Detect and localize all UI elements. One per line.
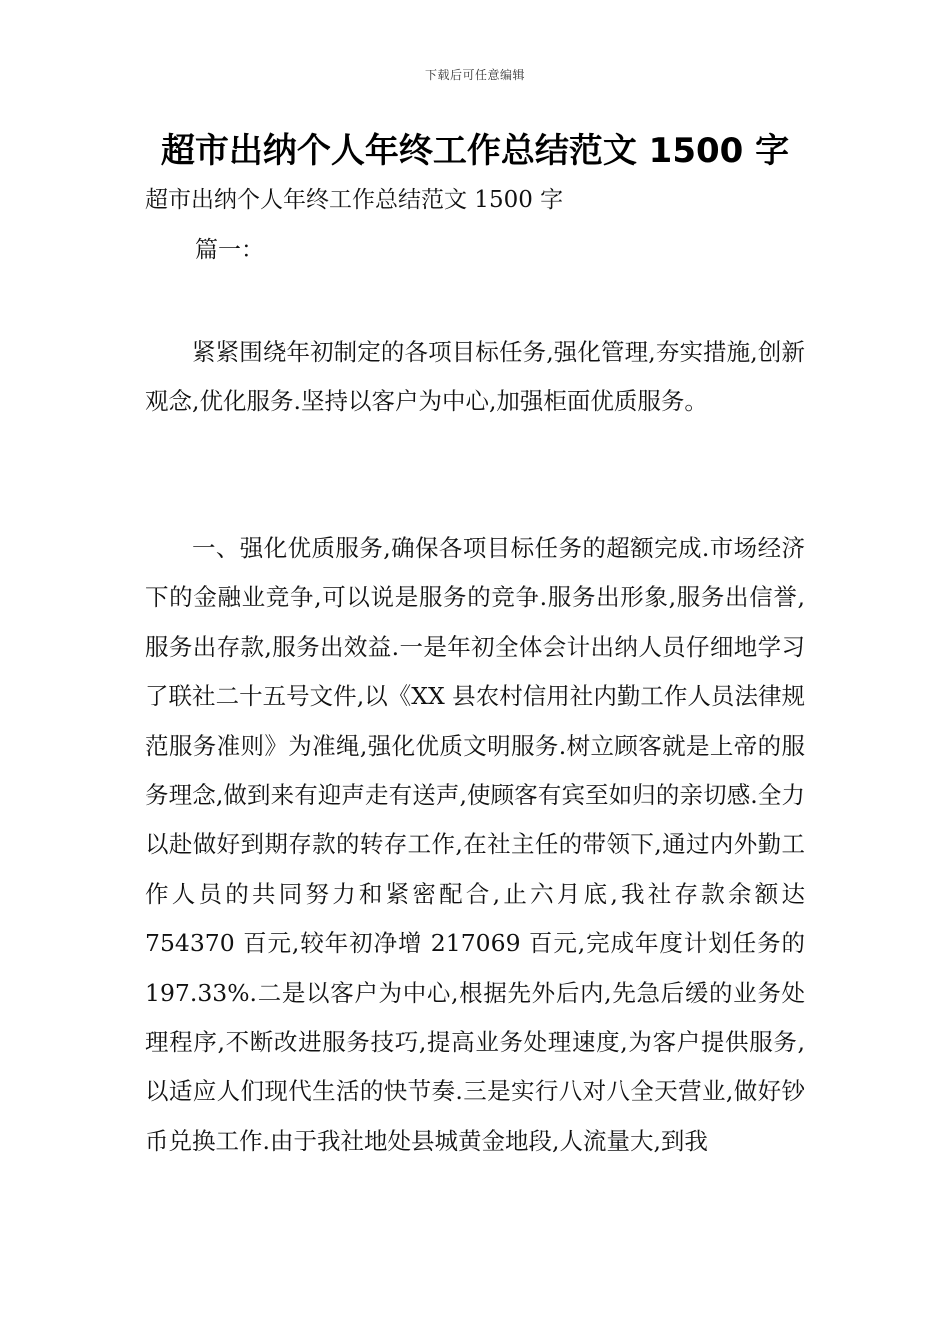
header-note: 下载后可任意编辑 [424, 68, 525, 82]
document-subtitle: 超市出纳个人年终工作总结范文 1500 字 [145, 187, 564, 213]
section-label: 篇一： [195, 237, 264, 263]
intro-paragraph: 紧紧围绕年初制定的各项目标任务,强化管理,夯实措施,创新观念,优化服务.坚持以客户为中心,加强柜面优质服务。 [145, 338, 805, 416]
document-title: 超市出纳个人年终工作总结范文 1500 字 [160, 131, 790, 171]
section-one-paragraph: 一、强化优质服务,确保各项目标任务的超额完成.市场经济下的金融业竞争,可以说是服务的竞争.服务出形象,服务出信誉,服务出存款,服务出效益.一是年初全体会计出纳人员仔细地学习了联社二十五号文件,以《XX 县农村信用社内勤工作人员法律规范服务准则》为准绳,强化优质文明服务.树立顾客就是上帝的服务理念,做到来有迎声走有送声,使顾客有宾至如归的亲切感.全力以赴做好到期存款的转存工作,在社主任的带领下,通过内外勤工作人员的共同努力和紧密配合,止六月底,我社存款余额达 754370 百元,较年初净增 217069 百元,完成年度计划任务的 197.33%.二是以客户为中心,根据先外后内,先急后缓的业务处理程序,不断改进服务技巧,提高业务处理速度,为客户提供服务,以适应人们现代生活的快节奏.三是实行八对八全天营业,做好钞币兑换工作.由于我社地处县城黄金地段,人流量大,到我 [145, 534, 805, 1155]
